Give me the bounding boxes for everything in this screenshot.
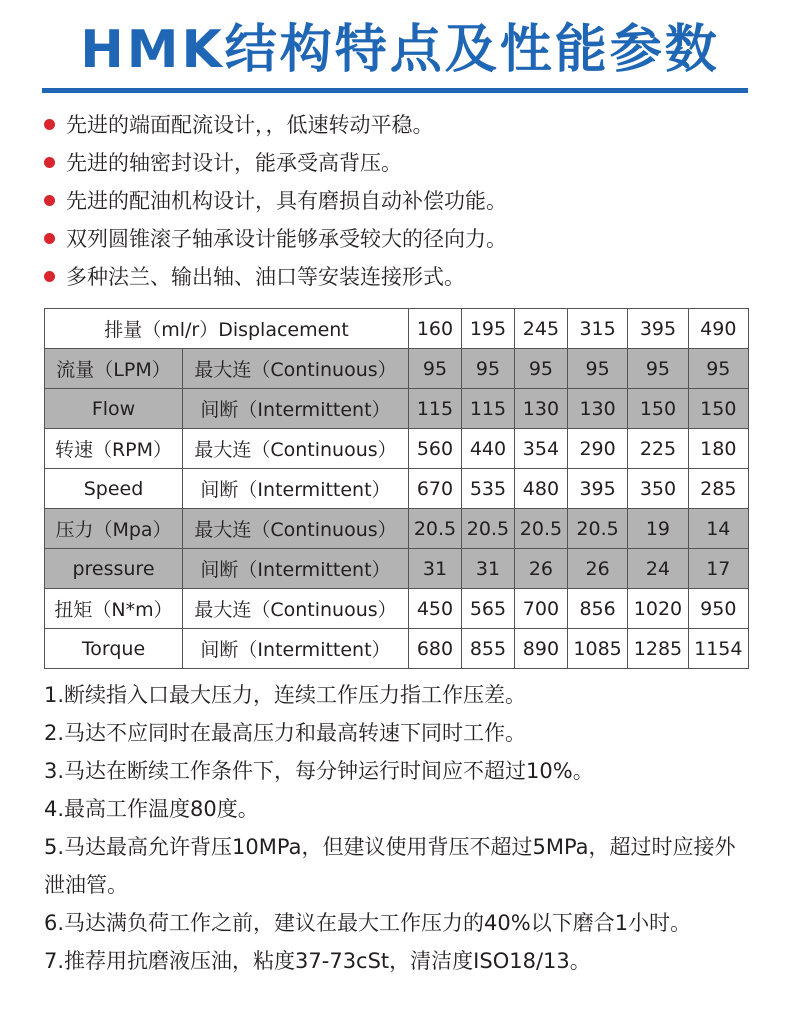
group-label: 流量（LPM）: [45, 349, 183, 389]
feature-text: 先进的轴密封设计，能承受高背压。: [66, 151, 402, 175]
table-cell: 440: [461, 429, 514, 469]
table-cell: 855: [461, 629, 514, 669]
table-cell: 700: [514, 589, 567, 629]
table-cell: 95: [567, 349, 627, 389]
table-cell: 290: [567, 429, 627, 469]
group-label: Torque: [45, 629, 183, 669]
note-item: 2.马达不应同时在最高压力和最高转速下同时工作。: [44, 721, 527, 745]
feature-item: [42, 220, 762, 258]
bullet-dot-icon: [44, 157, 55, 168]
table-row: [45, 469, 749, 509]
table-cell: 17: [688, 549, 748, 589]
feature-text: 先进的配油机构设计，具有磨损自动补偿功能。: [66, 189, 507, 213]
table-row: [45, 309, 749, 349]
page-title: HMK结构特点及性能参数: [80, 20, 720, 80]
table-cell: 670: [409, 469, 462, 509]
feature-item: [42, 106, 762, 144]
table-cell: 480: [514, 469, 567, 509]
table-cell: 95: [514, 349, 567, 389]
table-cell: 1085: [567, 629, 627, 669]
performance-table: [44, 308, 749, 669]
table-cell: 130: [514, 389, 567, 429]
feature-item: [42, 144, 762, 182]
feature-text: 双列圆锥滚子轴承设计能够承受较大的径向力。: [66, 227, 507, 251]
table-cell: 20.5: [567, 509, 627, 549]
table-cell: 26: [514, 549, 567, 589]
table-cell: 1020: [628, 589, 688, 629]
note-item: 3.马达在断续工作条件下，每分钟运行时间应不超过10%。: [44, 759, 594, 783]
row-label: 间断（Intermittent）: [183, 629, 409, 669]
table-cell: 245: [514, 309, 567, 349]
table-cell: 150: [688, 389, 748, 429]
group-label: pressure: [45, 549, 183, 589]
table-row: [45, 509, 749, 549]
table-cell: 150: [628, 389, 688, 429]
table-cell: 20.5: [514, 509, 567, 549]
table-cell: 680: [409, 629, 462, 669]
table-cell: 95: [688, 349, 748, 389]
row-label: 间断（Intermittent）: [183, 549, 409, 589]
table-cell: 1285: [628, 629, 688, 669]
bullet-dot-icon: [44, 119, 55, 130]
table-row: [45, 349, 749, 389]
note-item: 6.马达满负荷工作之前，建议在最大工作压力的40%以下磨合1小时。: [44, 911, 692, 935]
row-label: 最大连（Continuous）: [183, 349, 409, 389]
table-cell: 95: [628, 349, 688, 389]
table-cell: 14: [688, 509, 748, 549]
table-row: [45, 389, 749, 429]
feature-text: 多种法兰、输出轴、油口等安装连接形式。: [66, 265, 465, 289]
table-cell: 565: [461, 589, 514, 629]
table-cell: 115: [409, 389, 462, 429]
table-cell: 31: [461, 549, 514, 589]
table-cell: 130: [567, 389, 627, 429]
table-cell: 950: [688, 589, 748, 629]
group-label: Flow: [45, 389, 183, 429]
group-label: Speed: [45, 469, 183, 509]
table-cell: 450: [409, 589, 462, 629]
table-cell: 285: [688, 469, 748, 509]
table-cell: 350: [628, 469, 688, 509]
group-label: 扭矩（N*m）: [45, 589, 183, 629]
feature-item: [42, 258, 762, 296]
table-cell: 160: [409, 309, 462, 349]
table-cell: 180: [688, 429, 748, 469]
displacement-label: 排量（ml/r）Displacement: [45, 309, 409, 349]
table-cell: 31: [409, 549, 462, 589]
table-cell: 395: [628, 309, 688, 349]
title-divider: [42, 88, 748, 93]
row-label: 最大连（Continuous）: [183, 589, 409, 629]
table-row: [45, 629, 749, 669]
note-item: 4.最高工作温度80度。: [44, 797, 259, 821]
table-cell: 1154: [688, 629, 748, 669]
table-row: [45, 429, 749, 469]
table-cell: 856: [567, 589, 627, 629]
group-label: 压力（Mpa）: [45, 509, 183, 549]
row-label: 最大连（Continuous）: [183, 509, 409, 549]
table-row: [45, 549, 749, 589]
note-item: 1.断续指入口最大压力，连续工作压力指工作压差。: [44, 683, 527, 707]
table-cell: 315: [567, 309, 627, 349]
group-label: 转速（RPM）: [45, 429, 183, 469]
table-cell: 20.5: [461, 509, 514, 549]
table-cell: 19: [628, 509, 688, 549]
bullet-dot-icon: [44, 271, 55, 282]
table-cell: 490: [688, 309, 748, 349]
table-cell: 115: [461, 389, 514, 429]
notes-section: [44, 676, 754, 980]
table-cell: 535: [461, 469, 514, 509]
table-cell: 95: [461, 349, 514, 389]
row-label: 最大连（Continuous）: [183, 429, 409, 469]
bullet-dot-icon: [44, 195, 55, 206]
feature-item: [42, 182, 762, 220]
bullet-dot-icon: [44, 233, 55, 244]
table-cell: 560: [409, 429, 462, 469]
row-label: 间断（Intermittent）: [183, 469, 409, 509]
table-row: [45, 589, 749, 629]
row-label: 间断（Intermittent）: [183, 389, 409, 429]
table-cell: 225: [628, 429, 688, 469]
table-cell: 354: [514, 429, 567, 469]
feature-list: [42, 106, 762, 296]
table-cell: 26: [567, 549, 627, 589]
table-cell: 20.5: [409, 509, 462, 549]
table-cell: 395: [567, 469, 627, 509]
feature-text: 先进的端面配流设计，，低速转动平稳。: [66, 113, 434, 137]
table-cell: 890: [514, 629, 567, 669]
note-item: 5.马达最高允许背压10MPa，但建议使用背压不超过5MPa，超过时应接外泄油管。: [44, 835, 736, 897]
table-cell: 24: [628, 549, 688, 589]
table-cell: 195: [461, 309, 514, 349]
note-item: 7.推荐用抗磨液压油，粘度37-73cSt，清洁度ISO18/13。: [44, 949, 591, 973]
table-cell: 95: [409, 349, 462, 389]
